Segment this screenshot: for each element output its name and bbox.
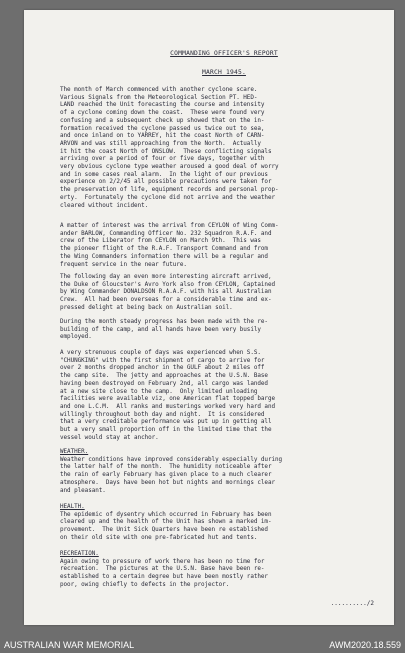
text-line: "CHUNGKING" with the first shipment of cargo to arrive for [60, 356, 265, 364]
text-line: erty. Fortunately the cyclone did not arrive and the weather [60, 193, 276, 201]
text-line: During the month steady progress has been made with the re- [60, 318, 268, 325]
text-line: Crew. All had been overseas for a considerable time and ex- [60, 296, 272, 304]
text-line: frequent service in the near future. [60, 260, 187, 268]
paragraph-weather [60, 448, 388, 494]
text-line: on their old site with one pre-fabricated hut and tents. [60, 533, 258, 541]
text-line: pressed delight at being back on Australian soil. [60, 303, 233, 311]
text-line: experience on 2/2/45 all possible precautions were taken for [60, 178, 272, 186]
text-line: and in some cases real alarm. In the light of our previous [60, 170, 268, 178]
institution-label: AUSTRALIAN WAR MEMORIAL [4, 640, 135, 650]
text-line: the rain of early February has given place to a much clearer [60, 471, 272, 479]
section-heading: HEALTH. [60, 503, 85, 510]
text-line: but a very small proportion off in the limited time that the [60, 426, 272, 434]
text-line: ARVON and was still approaching from the North. Actually [60, 139, 261, 147]
text-line: vessel would stay at anchor. [60, 433, 159, 441]
paragraph-avro-york [60, 273, 388, 312]
text-line: willingly throughout both day and night. It is considered [60, 410, 265, 418]
text-line: the Wing Commanders information there will be a regular and [60, 252, 268, 260]
text-line: The month of March commenced with another cyclone scare. [60, 86, 258, 93]
reference-number: AWM2020.18.559 [329, 640, 401, 650]
text-line: cleared without incident. [60, 201, 149, 209]
text-line: by Wing Commander DONALDSON R.A.A.F. with his all Australian [60, 288, 272, 296]
text-line: the camp site. The jetty and approaches at the U.S.N. Base [60, 372, 268, 380]
text-line: having been destroyed on February 2nd, all cargo was landed [60, 379, 268, 387]
text-line: ander BARLOW, Commanding Officer No. 232 Squadron R.A.F. and [60, 229, 272, 237]
text-line: the preservation of life, equipment records and personal prop- [60, 186, 279, 194]
text-line: that a very creditable performance was put up in getting all [60, 418, 272, 426]
paragraph-health [60, 503, 388, 542]
text-line: at a new site close to the camp. Only limited unloading [60, 387, 258, 395]
section-heading: RECREATION. [60, 550, 99, 557]
section-heading: WEATHER. [60, 448, 89, 455]
text-line: A very strenuous couple of days was experienced when S.S. [60, 349, 261, 356]
page-continuation-marker: ........../2 [330, 600, 374, 607]
text-line: Again owing to pressure of work there has been no time for [60, 557, 265, 565]
text-line: facilities were available viz, one American flat topped barge [60, 395, 276, 403]
text-line: and one L.C.M. All ranks and musterings worked very hard and [60, 402, 276, 410]
text-line: atmosphere. Days have been hot but nights and mornings clear [60, 478, 276, 486]
paragraph-ceylon-arrival [60, 222, 388, 268]
text-line: confusing and a subsequent check up showed that on the in- [60, 116, 265, 124]
text-line: formation received the cyclone passed us twice out to sea, [60, 124, 265, 132]
text-line: and pleasant. [60, 486, 106, 494]
text-line: the latter half of the month. The humidity noticeable after [60, 463, 272, 471]
text-line: A matter of interest was the arrival from CEYLON of Wing Comm- [60, 222, 279, 229]
text-line: Weather conditions have improved considerably especially during [60, 455, 283, 463]
text-line: and once inland on to YARREY, hit the coast North of CARN- [60, 132, 265, 140]
text-line: poor, owing chiefly to defects in the projector. [60, 580, 230, 588]
text-line: the Duke of Gloucster's Avro York also from CEYLON, Captained [60, 280, 276, 288]
text-line: building of the camp, and all hands have been very busily [60, 325, 261, 333]
report-month: MARCH 1945. [202, 69, 246, 76]
text-line: The epidemic of dysentry which occurred in February has been [60, 510, 272, 518]
archive-footer [0, 638, 405, 653]
text-line: established to a certain degree but have been mostly rather [60, 573, 268, 581]
text-line: it hit the coast North of ONSLOW. These conflicting signals [60, 147, 272, 155]
text-line: the pioneer flight of the R.A.F. Transport Command and from [60, 245, 268, 253]
text-line: cleared up and the health of the Unit has shown a marked im- [60, 518, 272, 526]
report-title: COMMANDING OFFICER'S REPORT [170, 50, 278, 57]
text-line: of a cyclone coming down the coast. These were found very [60, 109, 265, 117]
paragraph-rebuilding [60, 318, 388, 341]
text-line: recreation. The pictures at the U.S.N. Base have been re- [60, 565, 265, 573]
paragraph-chungking [60, 349, 388, 441]
document-page [24, 10, 394, 625]
paragraph-cyclone [60, 86, 388, 209]
text-line: LAND reached the Unit forecasting the course and intensity [60, 101, 265, 109]
text-line: over 2 months dropped anchor in the GULF about 2 miles off [60, 364, 265, 372]
text-line: crew of the Liberator from CEYLON on March 9th. This was [60, 237, 261, 245]
text-line: The following day an even more interesting aircraft arrived, [60, 273, 272, 280]
text-line: provement. The Unit Sick Quarters have been re established [60, 526, 268, 534]
text-line: employed. [60, 333, 92, 341]
text-line: arriving over a period of four or five days, together with [60, 155, 265, 163]
text-line: Various Signals from the Meteorological Section PT. HED- [60, 93, 258, 101]
paragraph-recreation [60, 550, 388, 589]
text-line: very obvious cyclone type weather aroused a good deal of worry [60, 163, 279, 171]
